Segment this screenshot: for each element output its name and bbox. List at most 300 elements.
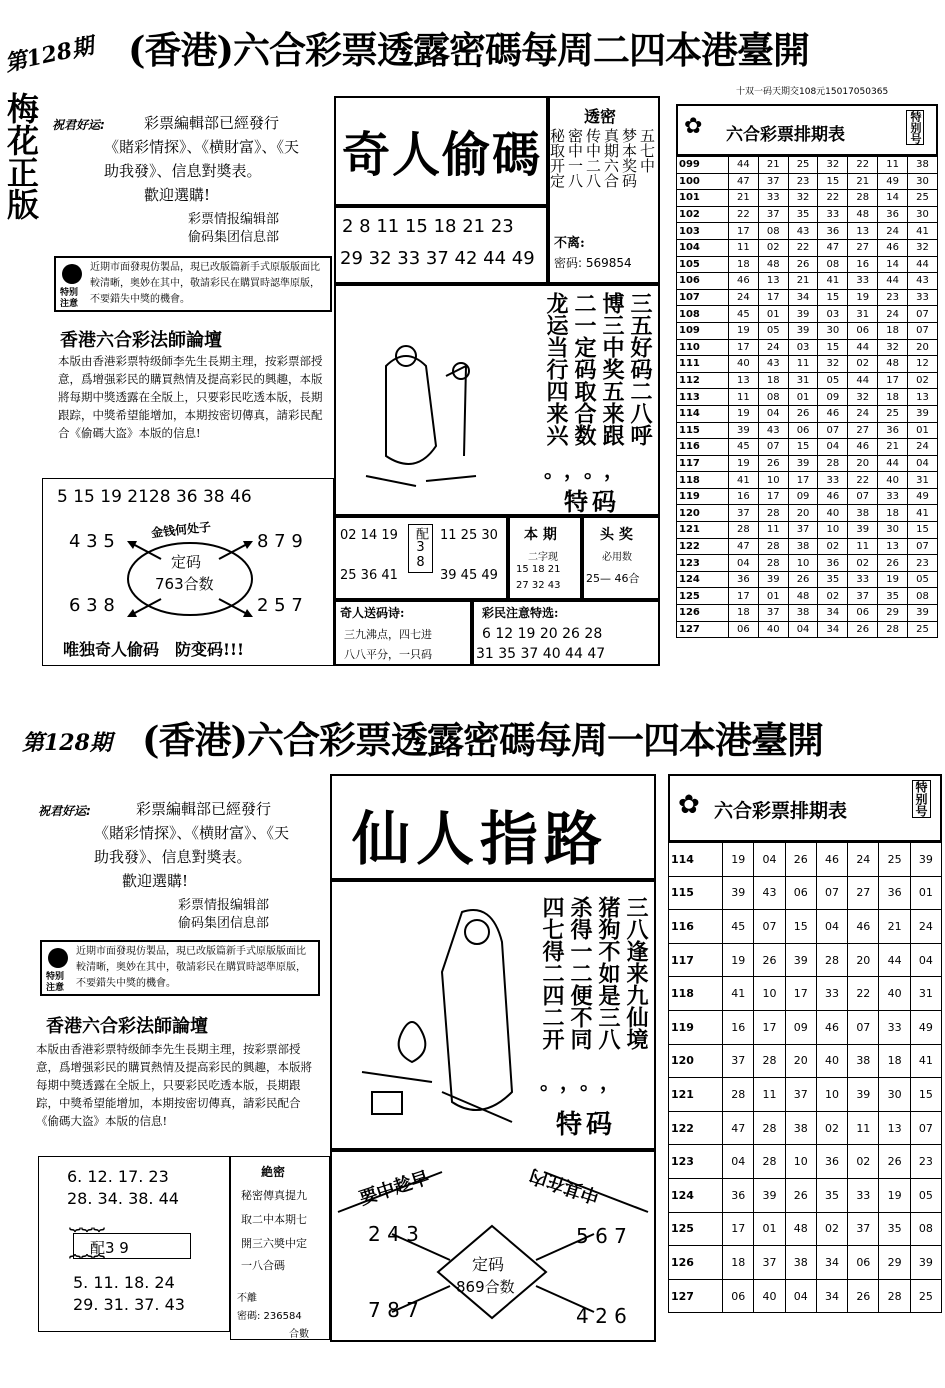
table-period-cell: 126: [669, 1246, 723, 1280]
table-number-cell: 02: [908, 372, 938, 389]
top-poem-box: [334, 284, 660, 516]
table-number-cell: 25: [908, 190, 938, 207]
table-number-cell: 46: [816, 843, 847, 877]
bottom-table-header: [668, 774, 942, 842]
table-number-cell: 43: [908, 273, 938, 290]
table-row: [669, 1279, 942, 1313]
table-row: [677, 157, 938, 174]
top-secret-nocopy: 不离:: [554, 236, 585, 251]
table-number-cell: 15: [818, 339, 848, 356]
table-number-cell: 35: [816, 1178, 847, 1212]
table-number-cell: 03: [788, 339, 818, 356]
table-number-cell: 13: [758, 273, 788, 290]
bottom-greeting-line: 彩票情报编辑部: [178, 898, 270, 913]
top-diagram-tl: 4 3 5: [69, 531, 115, 552]
table-number-cell: 02: [848, 356, 878, 373]
bottom-forum-text: 本版由香港彩票特级師李先生長期主理，按彩票部授意，爲增强彩民的購買熱情及提高彩民的興趣，本版將每期中獎透露在全版上，只要彩民吃透本版，長期跟踪，中獎希望能增加，本期按密切傳真，請彩民配合《偷碼大盗》本版的信息!: [36, 1042, 312, 1128]
top-table-special: 特别号: [906, 110, 924, 145]
table-number-cell: 25: [879, 843, 910, 877]
table-number-cell: 34: [818, 621, 848, 638]
top-table-logo-icon: ✿: [684, 114, 703, 139]
top-first-prize-sub: 必用数: [602, 552, 632, 563]
table-period-cell: 127: [677, 621, 729, 638]
table-period-cell: 120: [677, 505, 729, 522]
bottom-poem-col: 杀得一二便不同: [567, 896, 593, 1050]
table-number-cell: 39: [788, 322, 818, 339]
table-number-cell: 07: [754, 910, 785, 944]
table-number-cell: 33: [848, 1178, 879, 1212]
table-number-cell: 41: [728, 472, 758, 489]
table-number-cell: 47: [723, 1111, 754, 1145]
table-number-cell: 43: [758, 356, 788, 373]
table-number-cell: 33: [879, 1010, 910, 1044]
top-this-issue-title: 本 期: [524, 527, 557, 543]
table-number-cell: 24: [878, 223, 908, 240]
table-number-cell: 41: [818, 273, 848, 290]
top-this-issue-box: [508, 516, 582, 600]
table-number-cell: 11: [758, 522, 788, 539]
table-row: [669, 1145, 942, 1179]
bottom-table-title: 六合彩票排期表: [714, 800, 848, 822]
table-number-cell: 15: [788, 439, 818, 456]
table-number-cell: 08: [758, 223, 788, 240]
top-notice-tag: 特别注意: [60, 288, 79, 309]
bottom-pair-label: 配3 9: [90, 1239, 129, 1257]
bottom-nums-a-1: 6. 12. 17. 23: [67, 1167, 169, 1186]
top-greeting-title: 祝君好运:: [52, 118, 105, 132]
table-number-cell: 20: [788, 505, 818, 522]
table-number-cell: 39: [788, 306, 818, 323]
table-number-cell: 15: [818, 173, 848, 190]
table-period-cell: 124: [669, 1178, 723, 1212]
table-row: [669, 943, 942, 977]
table-row: [677, 405, 938, 422]
table-number-cell: 02: [816, 1111, 847, 1145]
table-number-cell: 19: [728, 405, 758, 422]
table-number-cell: 32: [908, 239, 938, 256]
table-number-cell: 26: [878, 555, 908, 572]
top-diagram-box: [42, 478, 334, 666]
table-number-cell: 14: [878, 256, 908, 273]
table-number-cell: 01: [758, 588, 788, 605]
table-number-cell: 33: [878, 488, 908, 505]
table-number-cell: 32: [878, 339, 908, 356]
table-number-cell: 28: [754, 1111, 785, 1145]
bottom-secret-line: 開三六奬中定: [241, 1237, 307, 1250]
table-number-cell: 30: [818, 322, 848, 339]
bottom-brace-icon: ⏟⏟⏟: [69, 1207, 105, 1231]
top-issue-label: 第128期: [2, 32, 96, 78]
table-number-cell: 36: [723, 1178, 754, 1212]
table-row: [677, 173, 938, 190]
table-number-cell: 29: [879, 1246, 910, 1280]
table-number-cell: 40: [879, 977, 910, 1011]
table-number-cell: 22: [848, 472, 878, 489]
table-row: [677, 488, 938, 505]
table-number-cell: 48: [878, 356, 908, 373]
table-number-cell: 37: [758, 605, 788, 622]
table-number-cell: 49: [910, 1010, 941, 1044]
table-number-cell: 04: [723, 1145, 754, 1179]
table-row: [669, 1111, 942, 1145]
table-number-cell: 37: [754, 1246, 785, 1280]
table-number-cell: 46: [848, 910, 879, 944]
top-notice-text: 近期市面發現仿製品，現已改版篇新手式原版版面比較清晰，奥妙在其中，敬請彩民在購買時認準原版，不要錯失中獎的機會。: [90, 262, 320, 305]
table-row: [677, 605, 938, 622]
bottom-poem-col: 三八逢来九仙境: [623, 896, 649, 1050]
top-diagram-tr: 8 7 9: [257, 531, 303, 552]
top-diagram-bl: 6 3 8: [69, 595, 115, 616]
top-greeting-line: 彩票情报编辑部: [188, 212, 280, 227]
table-number-cell: 02: [816, 1212, 847, 1246]
table-period-cell: 122: [677, 538, 729, 555]
table-number-cell: 33: [818, 472, 848, 489]
table-number-cell: 28: [878, 621, 908, 638]
table-number-cell: 38: [788, 538, 818, 555]
bottom-greeting-line: 《賭彩情探》、《横財富》、《天: [94, 824, 290, 842]
table-row: [669, 1246, 942, 1280]
table-number-cell: 18: [878, 505, 908, 522]
bottom-arc-right: 中其在内: [526, 1164, 602, 1207]
table-row: [677, 571, 938, 588]
table-number-cell: 39: [788, 455, 818, 472]
table-number-cell: 22: [788, 239, 818, 256]
table-number-cell: 39: [728, 422, 758, 439]
top-secret-col: 密中一八: [566, 128, 584, 188]
table-number-cell: 09: [788, 488, 818, 505]
table-number-cell: 14: [878, 190, 908, 207]
table-number-cell: 06: [728, 621, 758, 638]
table-number-cell: 36: [818, 223, 848, 240]
table-number-cell: 41: [723, 977, 754, 1011]
table-number-cell: 28: [754, 1145, 785, 1179]
bottom-greeting-line: 助我發》、信息對奬表。: [94, 848, 252, 866]
table-number-cell: 13: [878, 538, 908, 555]
table-number-cell: 41: [908, 505, 938, 522]
table-number-cell: 30: [908, 173, 938, 190]
table-number-cell: 26: [788, 405, 818, 422]
table-number-cell: 04: [910, 943, 941, 977]
top-secret-col: 梦本奖码: [620, 128, 638, 188]
bottom-diagram-center: 定码: [472, 1255, 505, 1274]
table-number-cell: 16: [848, 256, 878, 273]
table-number-cell: 26: [758, 455, 788, 472]
table-number-cell: 39: [908, 605, 938, 622]
table-number-cell: 24: [910, 910, 941, 944]
top-headline: (香港)六合彩票透露密碼每周二四本港臺開: [128, 28, 810, 72]
table-number-cell: 04: [816, 910, 847, 944]
table-number-cell: 38: [848, 505, 878, 522]
top-forum-title: 香港六合彩法師論壇: [60, 330, 222, 351]
table-number-cell: 15: [818, 289, 848, 306]
table-period-cell: 116: [669, 910, 723, 944]
table-number-cell: 32: [818, 157, 848, 174]
table-number-cell: 36: [818, 555, 848, 572]
table-number-cell: 10: [754, 977, 785, 1011]
table-number-cell: 17: [758, 488, 788, 505]
table-number-cell: 21: [788, 273, 818, 290]
table-number-cell: 36: [878, 422, 908, 439]
table-number-cell: 02: [818, 538, 848, 555]
table-number-cell: 05: [910, 1178, 941, 1212]
table-number-cell: 02: [818, 588, 848, 605]
table-number-cell: 01: [788, 389, 818, 406]
table-number-cell: 19: [879, 1178, 910, 1212]
table-number-cell: 36: [728, 571, 758, 588]
top-watch-title: 彩民注意特选:: [482, 606, 559, 620]
table-number-cell: 44: [879, 943, 910, 977]
top-greeting-line: 《賭彩情探》、《横財富》、《天: [104, 138, 300, 156]
table-row: [677, 372, 938, 389]
table-number-cell: 26: [785, 843, 816, 877]
table-number-cell: 28: [758, 505, 788, 522]
table-number-cell: 10: [758, 472, 788, 489]
table-number-cell: 19: [878, 571, 908, 588]
table-number-cell: 33: [848, 571, 878, 588]
bottom-issue-label: 第128期: [22, 730, 112, 756]
table-period-cell: 104: [677, 239, 729, 256]
table-period-cell: 106: [677, 273, 729, 290]
table-number-cell: 10: [788, 555, 818, 572]
table-number-cell: 47: [818, 239, 848, 256]
table-number-cell: 40: [818, 505, 848, 522]
table-number-cell: 06: [723, 1279, 754, 1313]
top-notice: [54, 256, 332, 312]
table-number-cell: 39: [910, 1246, 941, 1280]
table-number-cell: 04: [754, 843, 785, 877]
table-number-cell: 49: [878, 173, 908, 190]
table-number-cell: 44: [848, 339, 878, 356]
bottom-notice: [40, 940, 320, 996]
table-number-cell: 05: [818, 372, 848, 389]
table-period-cell: 118: [669, 977, 723, 1011]
table-period-cell: 127: [669, 1279, 723, 1313]
table-number-cell: 34: [788, 289, 818, 306]
table-number-cell: 08: [818, 256, 848, 273]
table-row: [677, 289, 938, 306]
table-number-cell: 18: [878, 322, 908, 339]
table-number-cell: 24: [848, 405, 878, 422]
bottom-poem-col: 猪狗不如是三八: [595, 896, 621, 1050]
bottom-special-code: 特码: [556, 1110, 617, 1140]
table-row: [677, 190, 938, 207]
top-pair-mid: 配38: [408, 524, 433, 573]
top-title-nums-box: [334, 206, 548, 284]
table-row: [677, 322, 938, 339]
table-number-cell: 20: [848, 943, 879, 977]
bottom-table-special: 特别号: [912, 780, 931, 818]
table-row: [677, 223, 938, 240]
table-number-cell: 26: [754, 943, 785, 977]
top-pair-box: [334, 516, 508, 600]
bottom-table-logo-icon: ✿: [678, 790, 700, 820]
table-row: [677, 621, 938, 638]
table-number-cell: 10: [818, 522, 848, 539]
table-number-cell: 17: [878, 372, 908, 389]
bottom-nums-a-2: 28. 34. 38. 44: [67, 1189, 179, 1208]
bottom-title-box: [330, 774, 656, 880]
table-number-cell: 23: [910, 1145, 941, 1179]
table-number-cell: 34: [816, 1246, 847, 1280]
table-number-cell: 23: [878, 289, 908, 306]
table-number-cell: 17: [728, 588, 758, 605]
table-number-cell: 40: [758, 621, 788, 638]
bottom-diagram-box: [330, 1150, 656, 1342]
notice-bullet-icon: [62, 264, 82, 284]
table-number-cell: 07: [758, 439, 788, 456]
table-period-cell: 119: [669, 1010, 723, 1044]
table-number-cell: 25: [908, 621, 938, 638]
bottom-diagram-tl: 2 4 3: [368, 1222, 419, 1246]
top-left-vertical: 梅花正版: [2, 92, 40, 220]
table-row: [677, 206, 938, 223]
table-number-cell: 43: [788, 223, 818, 240]
table-row: [677, 389, 938, 406]
table-period-cell: 117: [669, 943, 723, 977]
table-number-cell: 07: [910, 1111, 941, 1145]
table-number-cell: 19: [723, 843, 754, 877]
table-number-cell: 18: [878, 389, 908, 406]
top-table-header: [676, 104, 938, 156]
table-number-cell: 48: [788, 588, 818, 605]
bottom-immortal-illustration: [342, 892, 532, 1142]
bottom-diagram-center-sub: 869合数: [456, 1278, 515, 1296]
table-period-cell: 125: [677, 588, 729, 605]
table-number-cell: 39: [754, 1178, 785, 1212]
table-number-cell: 30: [908, 206, 938, 223]
table-number-cell: 27: [848, 876, 879, 910]
table-number-cell: 31: [910, 977, 941, 1011]
table-number-cell: 25: [878, 405, 908, 422]
table-number-cell: 37: [758, 173, 788, 190]
table-row: [669, 1078, 942, 1112]
table-number-cell: 20: [848, 455, 878, 472]
table-number-cell: 26: [848, 1279, 879, 1313]
table-period-cell: 115: [669, 876, 723, 910]
table-number-cell: 37: [785, 1078, 816, 1112]
table-number-cell: 19: [728, 455, 758, 472]
table-number-cell: 11: [754, 1078, 785, 1112]
table-period-cell: 117: [677, 455, 729, 472]
bottom-greeting-line: 偷码集团信息部: [178, 916, 270, 931]
table-number-cell: 06: [785, 876, 816, 910]
table-number-cell: 47: [728, 538, 758, 555]
table-number-cell: 01: [754, 1212, 785, 1246]
top-corner-note: 十双一码天期交108元15017050365: [736, 87, 889, 97]
table-number-cell: 22: [848, 157, 878, 174]
table-number-cell: 32: [788, 190, 818, 207]
table-number-cell: 21: [728, 190, 758, 207]
table-number-cell: 17: [728, 223, 758, 240]
table-number-cell: 39: [723, 876, 754, 910]
table-number-cell: 30: [879, 1078, 910, 1112]
top-this-issue-sub: 二字现: [528, 552, 558, 563]
table-period-cell: 109: [677, 322, 729, 339]
table-period-cell: 123: [677, 555, 729, 572]
bottom-poem-box: [330, 880, 656, 1150]
table-number-cell: 29: [878, 605, 908, 622]
bottom-poem-punct: 。，。，: [540, 1070, 630, 1094]
table-number-cell: 19: [723, 943, 754, 977]
table-number-cell: 15: [785, 910, 816, 944]
table-number-cell: 31: [788, 372, 818, 389]
table-number-cell: 43: [754, 876, 785, 910]
top-special-code: 特码: [564, 487, 620, 516]
table-period-cell: 110: [677, 339, 729, 356]
table-number-cell: 04: [788, 621, 818, 638]
top-diagram-br: 2 5 7: [257, 595, 303, 616]
table-number-cell: 37: [788, 522, 818, 539]
table-period-cell: 107: [677, 289, 729, 306]
table-period-cell: 105: [677, 256, 729, 273]
table-number-cell: 13: [908, 389, 938, 406]
table-period-cell: 123: [669, 1145, 723, 1179]
table-number-cell: 37: [728, 505, 758, 522]
table-number-cell: 13: [728, 372, 758, 389]
top-secret-box: [548, 96, 660, 284]
bottom-secret-sum: 合數: [289, 1329, 309, 1340]
bottom-numbers-box: [38, 1156, 230, 1332]
bottom-greeting-line: 彩票編輯部已經發行: [136, 800, 272, 818]
table-number-cell: 44: [848, 372, 878, 389]
top-secret-col: 真期六合: [602, 128, 620, 188]
top-pair-left-1: 02 14 19: [340, 528, 398, 543]
top-first-prize-val: 25— 46合: [586, 572, 640, 585]
table-number-cell: 26: [785, 1178, 816, 1212]
bottom-notice-tag: 特别注意: [46, 972, 65, 993]
table-row: [677, 239, 938, 256]
table-number-cell: 48: [785, 1212, 816, 1246]
table-row: [669, 910, 942, 944]
table-number-cell: 48: [758, 256, 788, 273]
table-number-cell: 26: [788, 256, 818, 273]
table-period-cell: 121: [669, 1078, 723, 1112]
top-greeting-line: 彩票編輯部已經發行: [144, 114, 280, 132]
table-row: [677, 505, 938, 522]
table-period-cell: 099: [677, 157, 729, 174]
table-number-cell: 15: [908, 522, 938, 539]
top-title-box: [334, 96, 548, 206]
table-row: [677, 588, 938, 605]
table-number-cell: 35: [879, 1212, 910, 1246]
table-number-cell: 27: [848, 422, 878, 439]
top-title: 奇人偷碼: [342, 127, 543, 183]
table-number-cell: 18: [879, 1044, 910, 1078]
top-gift-box: [334, 600, 472, 666]
table-number-cell: 25: [910, 1279, 941, 1313]
table-number-cell: 28: [816, 943, 847, 977]
table-number-cell: 22: [848, 977, 879, 1011]
table-number-cell: 17: [754, 1010, 785, 1044]
table-number-cell: 49: [908, 488, 938, 505]
table-number-cell: 21: [758, 157, 788, 174]
table-number-cell: 37: [848, 1212, 879, 1246]
table-period-cell: 124: [677, 571, 729, 588]
table-number-cell: 16: [728, 488, 758, 505]
table-number-cell: 20: [785, 1044, 816, 1078]
table-number-cell: 02: [848, 555, 878, 572]
bottom-greeting: [32, 790, 330, 938]
bottom-brace-icon: ⏞⏞⏞: [69, 1253, 105, 1277]
table-period-cell: 114: [669, 843, 723, 877]
table-number-cell: 17: [788, 472, 818, 489]
table-period-cell: 119: [677, 488, 729, 505]
top-first-prize-box: [582, 516, 660, 600]
top-footer-slogan: 唯独奇人偷码 防变码!!!: [63, 640, 245, 659]
top-secret-col: 五七中: [638, 128, 656, 173]
table-row: [677, 339, 938, 356]
table-row: [669, 843, 942, 877]
